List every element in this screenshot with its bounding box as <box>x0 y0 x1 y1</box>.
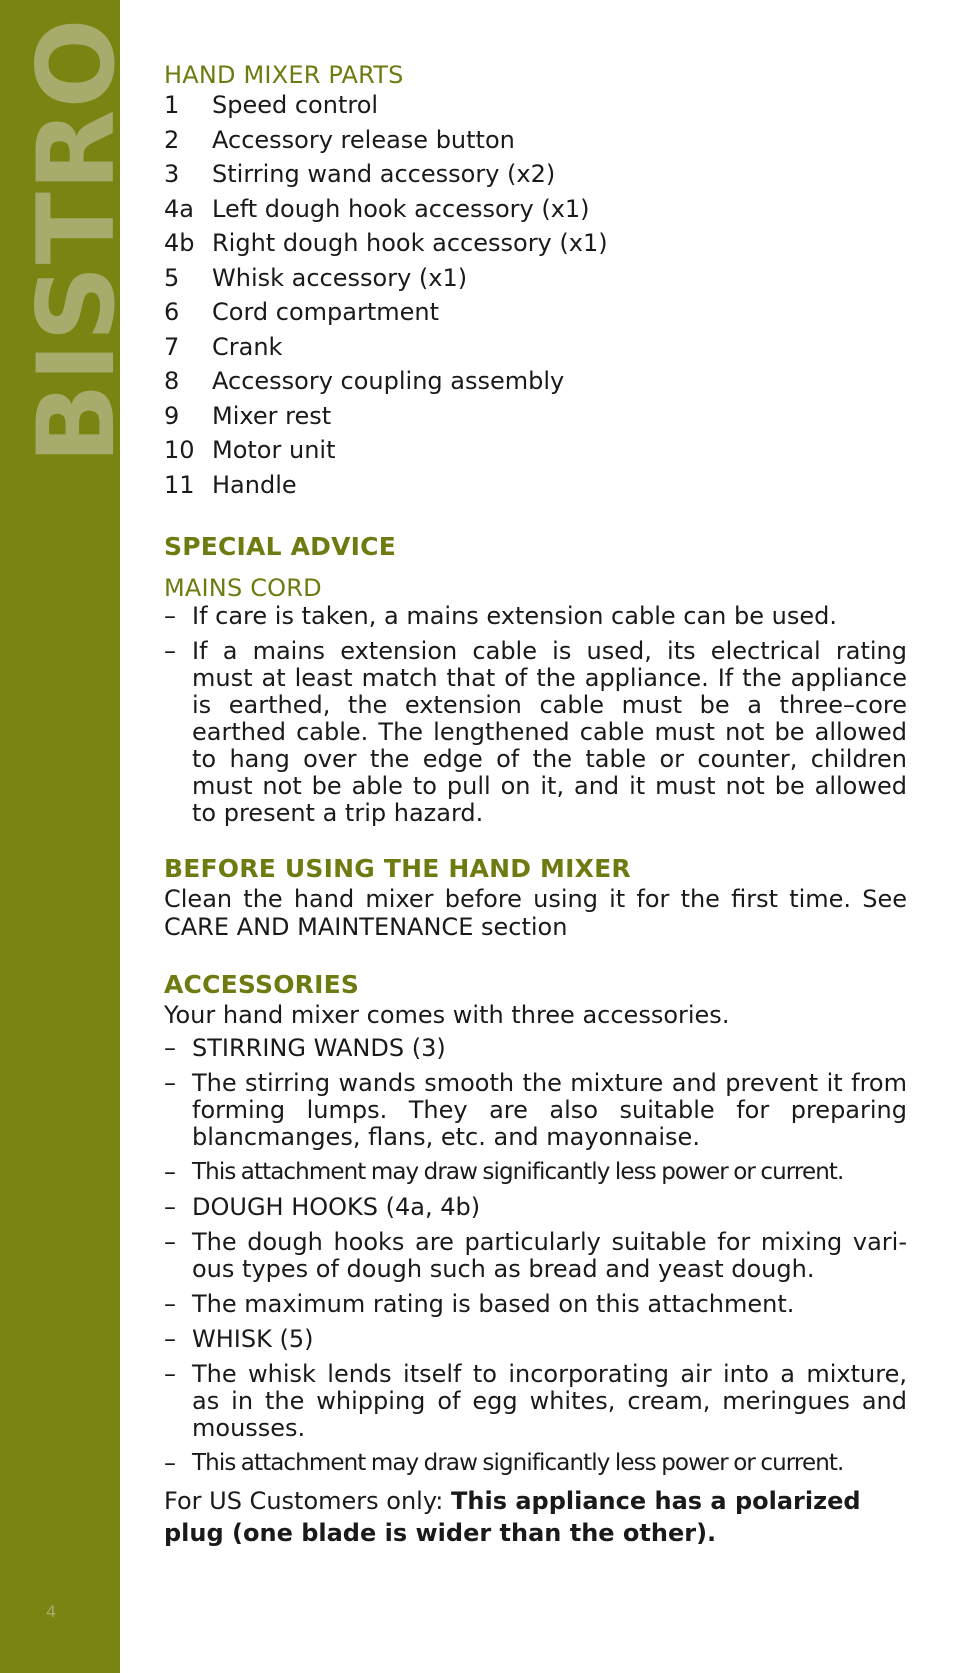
us-note-prefix: For US Customers only: <box>164 1487 452 1515</box>
list-item-text: STIRRING WANDS (3) <box>192 1034 446 1062</box>
part-label: Mixer rest <box>212 401 332 430</box>
list-item <box>164 263 907 298</box>
parts-list <box>164 90 907 504</box>
list-item-text: The stirring wands smooth the mixture and prevent it from forming lumps. They are also suitable for preparing blancmanges, flans, etc. and mayonnaise. <box>192 1069 907 1151</box>
part-label: Stirring wand accessory (x2) <box>212 160 556 188</box>
part-label: Whisk accessory (x1) <box>212 263 468 292</box>
parts-title: HAND MIXER PARTS <box>164 61 404 89</box>
list-item <box>164 401 907 436</box>
before-using-heading: BEFORE USING THE HAND MIXER <box>164 854 631 883</box>
list-item-text: This attachment may draw significantly less power or current. <box>192 1450 844 1476</box>
dash-bullet: – <box>164 1290 176 1318</box>
page-number: 4 <box>46 1602 57 1621</box>
main-content <box>164 60 907 1549</box>
list-item <box>164 228 907 263</box>
list-item-text: The maximum rating is based on this attachment. <box>192 1290 795 1318</box>
list-item <box>164 332 907 367</box>
list-item <box>164 159 907 194</box>
brand-logo-text: BISTRO <box>15 17 138 464</box>
part-number: 2 <box>164 125 180 154</box>
part-label: Right dough hook accessory (x1) <box>212 229 608 257</box>
part-label: Motor unit <box>212 436 336 464</box>
part-label: Handle <box>212 470 297 499</box>
part-number: 1 <box>164 91 180 119</box>
part-number: 9 <box>164 401 180 430</box>
list-item <box>164 366 907 401</box>
part-number: 8 <box>164 367 180 395</box>
dash-bullet: – <box>164 602 176 630</box>
accessories-intro: Your hand mixer comes with three accessories. <box>164 1001 730 1029</box>
list-item <box>164 1326 907 1353</box>
dash-bullet: – <box>164 1034 176 1062</box>
part-label: Left dough hook accessory (x1) <box>212 194 590 223</box>
accessories-heading: ACCESSORIES <box>164 970 360 999</box>
part-number: 7 <box>164 332 180 361</box>
list-item <box>164 435 907 470</box>
part-number: 3 <box>164 160 180 188</box>
list-item <box>164 470 907 505</box>
list-item <box>164 125 907 160</box>
part-label: Crank <box>212 332 283 361</box>
dash-bullet: – <box>164 637 176 665</box>
list-item-text: This attachment may draw significantly less power or current. <box>192 1159 844 1185</box>
dash-bullet: – <box>164 1360 176 1388</box>
part-number: 10 <box>164 436 195 464</box>
part-number: 6 <box>164 298 180 326</box>
us-customers-note <box>164 1485 907 1549</box>
list-item <box>164 297 907 332</box>
list-item <box>164 638 907 827</box>
before-using-text: Clean the hand mixer before using it for the first time. See CARE AND MAINTENANCE section <box>164 885 907 941</box>
sidebar-band <box>0 0 138 1673</box>
brand-wrapper <box>0 0 138 480</box>
special-advice-heading: SPECIAL ADVICE <box>164 532 397 561</box>
mains-cord-subheading: MAINS CORD <box>164 574 322 602</box>
list-item <box>164 1035 907 1062</box>
dash-bullet: – <box>164 1449 176 1477</box>
part-number: 11 <box>164 470 195 499</box>
list-item-text: The dough hooks are particularly suitable for mixing vari-ous types of dough such as bread and yeast dough. <box>192 1228 907 1283</box>
part-label: Accessory release button <box>212 125 515 154</box>
list-item-text: If a mains extension cable is used, its electrical rating must at least match that of the appliance. If the appliance is earthed, the extension cable must be a three–core earthed cable. The lengthened cable must not be allowed to hang over the edge of the table or counter, children must not be able to pull on it, and it must not be allowed to present a trip hazard. <box>192 637 907 827</box>
dash-bullet: – <box>164 1069 176 1097</box>
mains-cord-list <box>164 603 907 827</box>
dash-bullet: – <box>164 1228 176 1256</box>
list-item <box>164 194 907 229</box>
list-item-text: WHISK (5) <box>192 1325 314 1353</box>
list-item <box>164 1361 907 1442</box>
part-number: 4b <box>164 229 195 257</box>
list-item <box>164 1194 907 1221</box>
dash-bullet: – <box>164 1193 176 1221</box>
list-item-text: If care is taken, a mains extension cable can be used. <box>192 602 837 630</box>
part-label: Cord compartment <box>212 298 439 326</box>
list-item <box>164 603 907 630</box>
list-item <box>164 1291 907 1318</box>
list-item <box>164 1450 907 1477</box>
part-label: Speed control <box>212 91 379 119</box>
list-item <box>164 1070 907 1151</box>
dash-bullet: – <box>164 1158 176 1186</box>
list-item <box>164 1159 907 1186</box>
list-item <box>164 90 907 125</box>
dash-bullet: – <box>164 1325 176 1353</box>
part-number: 4a <box>164 194 194 223</box>
list-item-text: DOUGH HOOKS (4a, 4b) <box>192 1193 481 1221</box>
part-label: Accessory coupling assembly <box>212 367 565 395</box>
list-item <box>164 1229 907 1283</box>
part-number: 5 <box>164 263 180 292</box>
accessories-list <box>164 1035 907 1477</box>
list-item-text: The whisk lends itself to incorporating air into a mixture, as in the whipping of egg whites, cream, meringues and mousses. <box>192 1360 907 1442</box>
polarized-plug-warning: This appliance has a polarized plug (one blade is wider than the other). <box>164 1487 861 1547</box>
